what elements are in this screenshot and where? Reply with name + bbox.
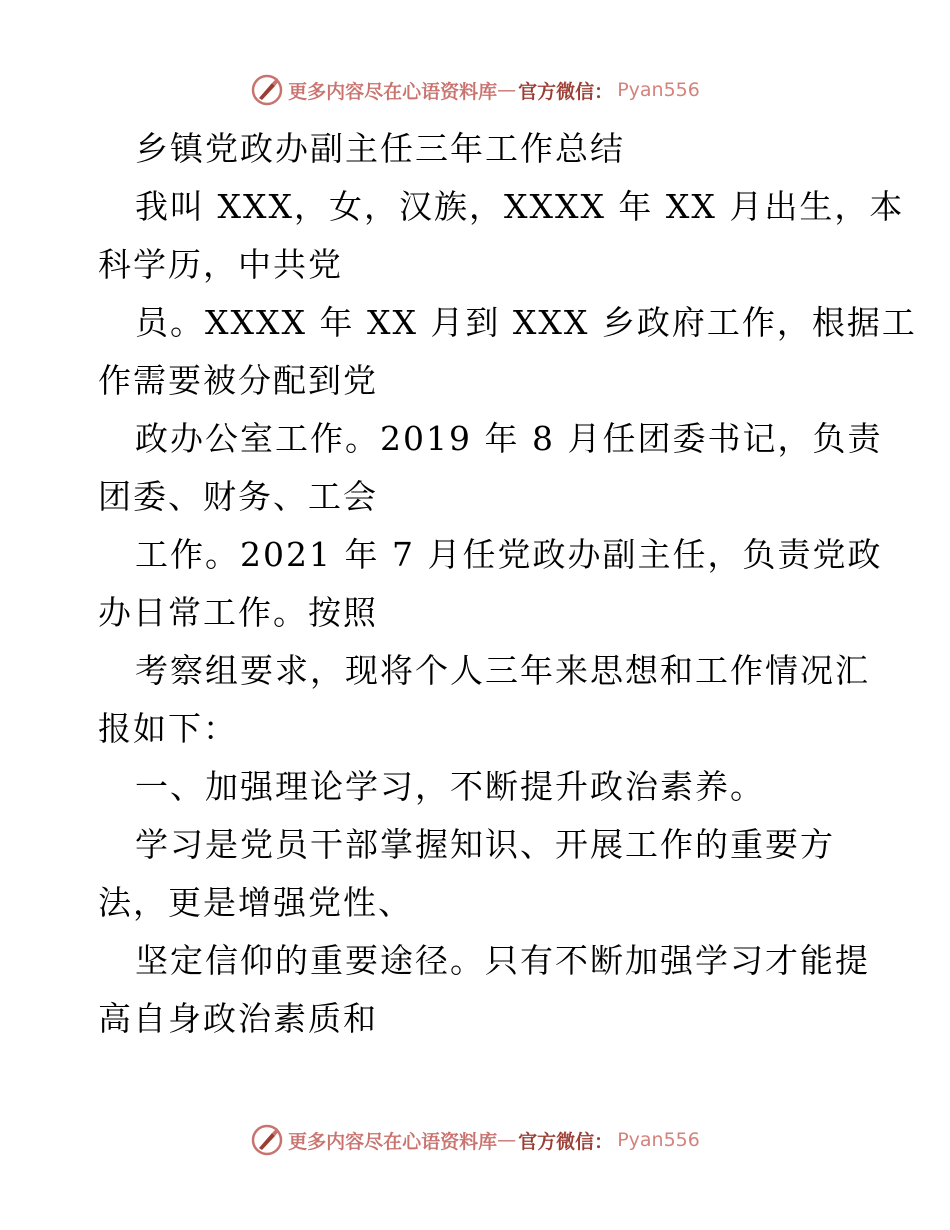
watermark-dash: — xyxy=(497,79,517,101)
text-line: 作需要被分配到党 xyxy=(98,361,378,400)
text-line: 学习是党员干部掌握知识、开展工作的重要方 xyxy=(135,825,835,864)
header-watermark xyxy=(0,72,950,108)
text-line: 我叫 XXX，女，汉族，XXXX 年 XX 月出生，本 xyxy=(135,187,905,226)
text-line: 坚定信仰的重要途径。只有不断加强学习才能提 xyxy=(135,941,870,980)
text-line: 工作。2021 年 7 月任党政办副主任，负责党政 xyxy=(135,535,883,574)
text-line: 办日常工作。按照 xyxy=(98,593,378,632)
quill-pen-in-circle-icon xyxy=(250,73,284,107)
text-line: 科学历，中共党 xyxy=(98,245,343,284)
document-title: 乡镇党政办副主任三年工作总结 xyxy=(135,129,625,168)
text-line: 考察组要求，现将个人三年来思想和工作情况汇 xyxy=(135,651,870,690)
text-line: 高自身政治素质和 xyxy=(98,999,378,1038)
watermark-official-label: 官方微信： xyxy=(518,80,614,103)
watermark-dash: — xyxy=(497,1129,517,1151)
footer-watermark xyxy=(0,1122,950,1158)
text-line: 报如下： xyxy=(98,709,238,748)
quill-pen-in-circle-icon xyxy=(250,1123,284,1157)
section-heading: 一、加强理论学习，不断提升政治素养。 xyxy=(135,767,765,806)
text-line: 政办公室工作。2019 年 8 月任团委书记，负责 xyxy=(135,419,883,458)
document-body xyxy=(98,120,917,1048)
watermark-handle: Pyan556 xyxy=(617,79,700,101)
text-line: 法，更是增强党性、 xyxy=(98,883,413,922)
text-line: 员。XXXX 年 XX 月到 XXX 乡政府工作，根据工 xyxy=(135,303,917,342)
watermark-official-label: 官方微信： xyxy=(518,1130,614,1153)
watermark-brand-text: 更多内容尽在心语资料库 xyxy=(288,1130,498,1153)
watermark-handle: Pyan556 xyxy=(617,1129,700,1151)
text-line: 团委、财务、工会 xyxy=(98,477,378,516)
watermark-brand-text: 更多内容尽在心语资料库 xyxy=(288,80,498,103)
